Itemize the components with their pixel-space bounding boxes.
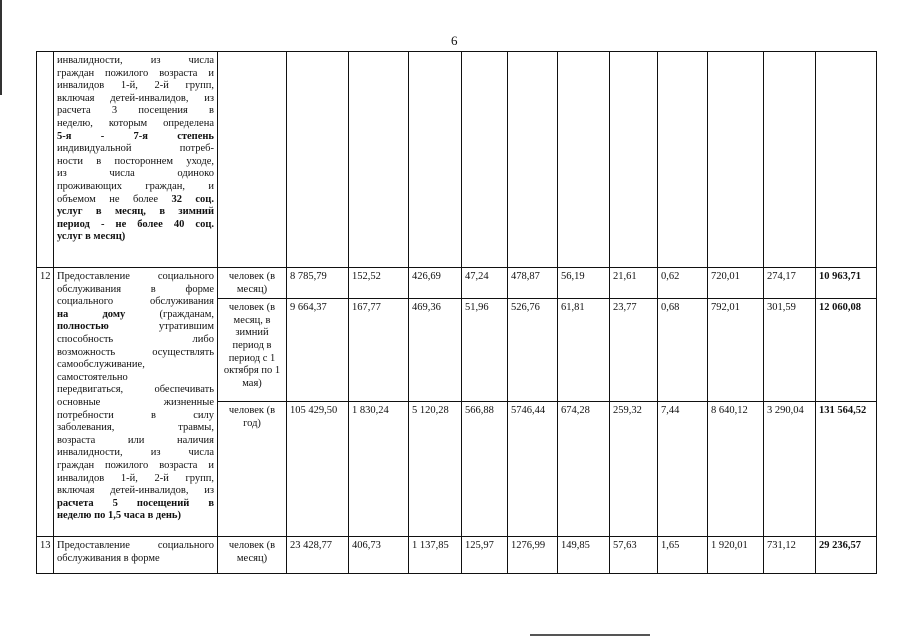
unit-cell: человек (в месяц) [218, 268, 287, 299]
value-cell: 149,85 [558, 537, 610, 574]
description-line [57, 410, 214, 423]
description-text: возможность осуществлять [57, 346, 214, 358]
value-cell: 152,52 [349, 268, 409, 299]
unit-cell [218, 52, 287, 268]
description-line [57, 435, 214, 448]
description-text: проживающих граждан, и [57, 180, 214, 192]
description-line [57, 447, 214, 460]
description-text: утратившим [108, 321, 214, 333]
description-text: граждан пожилого возраста и [57, 459, 214, 471]
description-text: объемом не более [57, 193, 172, 205]
description-text: 32 соц. [171, 193, 214, 205]
table-row [37, 268, 877, 299]
description-line [57, 460, 214, 473]
value-cell: 105 429,50 [287, 402, 349, 537]
value-cell: 469,36 [409, 299, 462, 402]
value-cell: 1 137,85 [409, 537, 462, 574]
unit-cell: человек (в месяц, в зимний период в период с 1 октября по 1 мая) [218, 299, 287, 402]
description-text: заболевания, травмы, [57, 422, 214, 434]
description-text: ности в постороннем уходе, [57, 155, 214, 167]
row-number-cell [37, 52, 54, 268]
value-cell: 47,24 [462, 268, 508, 299]
description-line [57, 118, 214, 131]
value-cell: 21,61 [610, 268, 658, 299]
description-text: обслуживания в форме [57, 552, 160, 564]
service-description [54, 268, 218, 537]
description-line [57, 284, 214, 297]
value-cell: 56,19 [558, 268, 610, 299]
description-text: инвалидов 1-й, 2-й групп, [57, 472, 214, 484]
value-cell: 0,68 [658, 299, 708, 402]
description-line [57, 397, 214, 410]
description-line [57, 55, 214, 68]
description-line [57, 296, 214, 309]
table-row [37, 537, 877, 574]
value-cell [708, 52, 764, 268]
value-cell: 8 640,12 [708, 402, 764, 537]
value-cell: 1276,99 [508, 537, 558, 574]
value-cell: 1 920,01 [708, 537, 764, 574]
value-cell [558, 52, 610, 268]
description-text: расчета 5 посещений в [57, 497, 214, 509]
description-text: самообслуживание, [57, 359, 145, 371]
description-text: 5-я - 7-я степень [57, 130, 214, 142]
value-cell: 720,01 [708, 268, 764, 299]
value-cell [462, 52, 508, 268]
scan-edge-mark [0, 0, 2, 95]
continuation-row [37, 52, 877, 268]
description-text: потребности в силу [57, 409, 214, 421]
page-number: 6 [451, 33, 458, 48]
service-description [54, 537, 218, 574]
description-text: индивидуальной потреб- [57, 143, 214, 155]
tariff-table [36, 51, 877, 574]
unit-cell: человек (в месяц) [218, 537, 287, 574]
description-line [57, 105, 214, 118]
value-cell [409, 52, 462, 268]
description-text: включая детей-инвалидов, из [57, 92, 214, 104]
description-text: полностью [57, 321, 109, 333]
value-cell [610, 52, 658, 268]
total-cell: 29 236,57 [816, 537, 877, 574]
description-text: (гражданам, [125, 308, 214, 320]
value-cell: 51,96 [462, 299, 508, 402]
total-cell [816, 52, 877, 268]
value-cell: 3 290,04 [764, 402, 816, 537]
description-line [57, 347, 214, 360]
description-line [57, 194, 214, 207]
value-cell: 792,01 [708, 299, 764, 402]
description-line [57, 309, 214, 322]
value-cell: 406,73 [349, 537, 409, 574]
value-cell: 125,97 [462, 537, 508, 574]
value-cell: 23 428,77 [287, 537, 349, 574]
description-line [57, 384, 214, 397]
description-text: услуг в месяц, в зимний [57, 206, 214, 218]
description-line [57, 181, 214, 194]
row-number-cell: 13 [37, 537, 54, 574]
description-line [57, 131, 214, 144]
description-line [57, 498, 214, 511]
description-line [57, 422, 214, 435]
value-cell: 301,59 [764, 299, 816, 402]
description-line [57, 143, 214, 156]
service-description [54, 52, 218, 268]
description-text: способность либо [57, 333, 214, 345]
value-cell: 5746,44 [508, 402, 558, 537]
description-text: Предоставление социального [57, 271, 214, 282]
value-cell [287, 52, 349, 268]
description-text: из числа одиноко [57, 168, 214, 180]
description-line [57, 473, 214, 486]
value-cell: 274,17 [764, 268, 816, 299]
description-line [57, 334, 214, 347]
description-line [57, 271, 214, 284]
description-line [57, 219, 214, 232]
description-line [57, 231, 214, 244]
description-text: граждан пожилого возраста и [57, 67, 214, 79]
description-text: обслуживания в форме [57, 283, 214, 295]
description-line [57, 540, 214, 553]
value-cell: 566,88 [462, 402, 508, 537]
description-text: услуг в месяц) [57, 231, 126, 243]
description-text: неделю по 1,5 часа в день) [57, 510, 181, 522]
description-line [57, 168, 214, 181]
value-cell: 1,65 [658, 537, 708, 574]
unit-cell: человек (в год) [218, 402, 287, 537]
value-cell [508, 52, 558, 268]
description-text: инвалидности, из числа [57, 55, 214, 66]
description-text: период - не более 40 соц. [57, 218, 214, 230]
value-cell [349, 52, 409, 268]
description-line [57, 321, 214, 334]
value-cell: 61,81 [558, 299, 610, 402]
value-cell: 7,44 [658, 402, 708, 537]
description-line [57, 156, 214, 169]
description-line [57, 553, 214, 566]
description-text: передвигаться, обеспечивать [57, 384, 214, 396]
value-cell: 1 830,24 [349, 402, 409, 537]
description-text: социального обслуживания [57, 296, 214, 308]
value-cell: 259,32 [610, 402, 658, 537]
value-cell: 426,69 [409, 268, 462, 299]
description-text: на дому [57, 308, 126, 320]
description-text: самостоятельно [57, 371, 128, 383]
value-cell: 674,28 [558, 402, 610, 537]
scan-speck-mark [530, 634, 650, 636]
description-text: неделю, которым определена [57, 117, 214, 129]
value-cell: 0,62 [658, 268, 708, 299]
total-cell: 10 963,71 [816, 268, 877, 299]
description-line [57, 372, 214, 385]
row-number-cell: 12 [37, 268, 54, 537]
description-line [57, 68, 214, 81]
description-line [57, 80, 214, 93]
total-cell: 131 564,52 [816, 402, 877, 537]
value-cell: 526,76 [508, 299, 558, 402]
description-text: Предоставление социального [57, 540, 214, 552]
description-line [57, 93, 214, 106]
value-cell: 9 664,37 [287, 299, 349, 402]
description-text: расчета 3 посещения в [57, 105, 214, 117]
value-cell: 167,77 [349, 299, 409, 402]
description-text: возраста или наличия [57, 434, 214, 446]
description-line [57, 206, 214, 219]
total-cell: 12 060,08 [816, 299, 877, 402]
value-cell: 23,77 [610, 299, 658, 402]
description-line [57, 485, 214, 498]
value-cell: 5 120,28 [409, 402, 462, 537]
value-cell: 478,87 [508, 268, 558, 299]
value-cell [764, 52, 816, 268]
description-text: инвалидов 1-й, 2-й групп, [57, 80, 214, 92]
description-text: основные жизненные [57, 396, 214, 408]
description-line [57, 359, 214, 372]
value-cell [658, 52, 708, 268]
description-text: включая детей-инвалидов, из [57, 485, 214, 497]
value-cell: 57,63 [610, 537, 658, 574]
description-line [57, 510, 214, 523]
value-cell: 731,12 [764, 537, 816, 574]
description-text: инвалидности, из числа [57, 447, 214, 459]
value-cell: 8 785,79 [287, 268, 349, 299]
